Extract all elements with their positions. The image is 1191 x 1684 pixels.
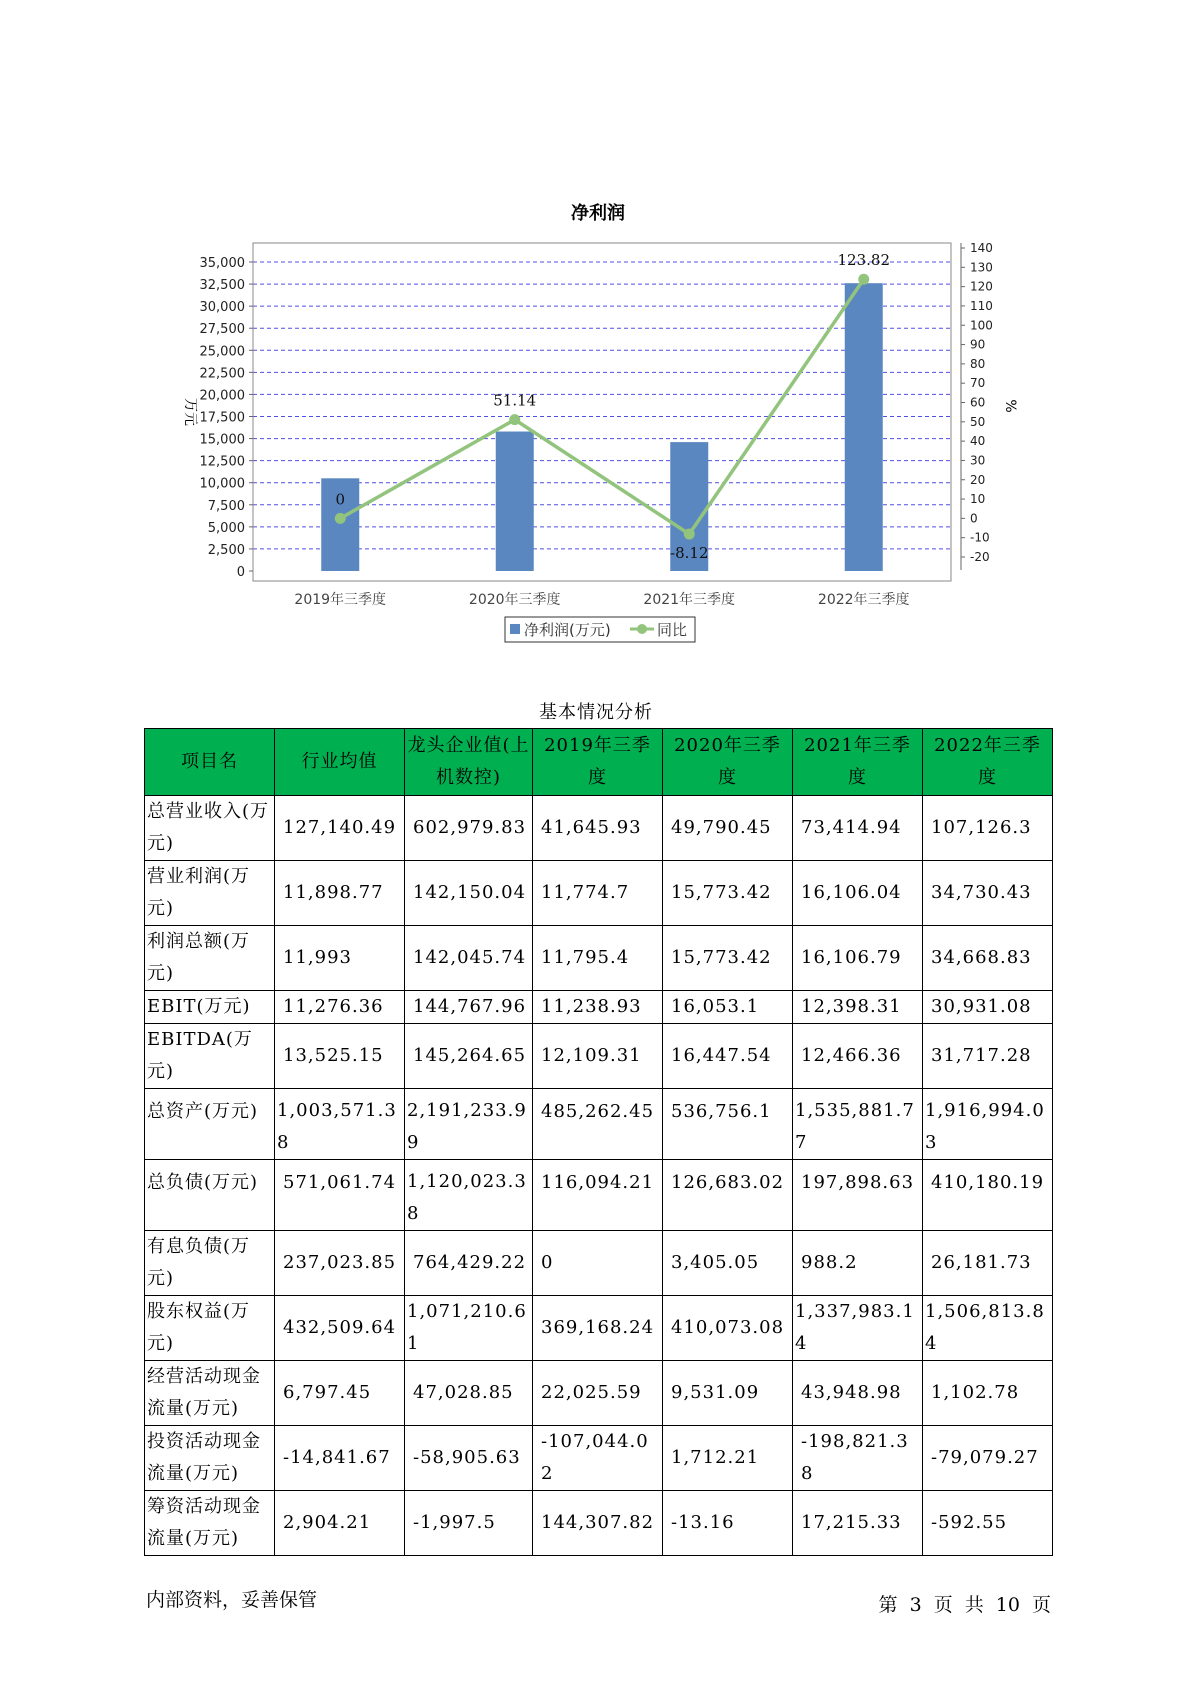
table-cell: 145,264.65: [405, 1024, 533, 1089]
header-cell: 2022年三季度: [923, 729, 1053, 796]
yoy-line: [340, 279, 864, 534]
row-label: 营业利润(万元): [145, 861, 275, 926]
table-cell: 11,238.93: [533, 991, 663, 1024]
table-cell: 34,730.43: [923, 861, 1053, 926]
y-tick-label: 30,000: [199, 300, 245, 316]
chart-svg: [0, 0, 1191, 660]
table-row: [145, 991, 1053, 1024]
y2-tick-label: 80: [970, 356, 986, 371]
table-cell: 26,181.73: [923, 1231, 1053, 1296]
x-tick-label: 2021年三季度: [643, 592, 736, 608]
y2-tick-label: 120: [970, 279, 993, 294]
table-cell: 116,094.21: [533, 1160, 663, 1231]
table-cell: 16,447.54: [663, 1024, 793, 1089]
table-row: [145, 1361, 1053, 1426]
y-tick-label: 7,500: [207, 498, 245, 514]
table-cell: 9,531.09: [663, 1361, 793, 1426]
row-label: 股东权益(万元): [145, 1296, 275, 1361]
yoy-point: [335, 513, 346, 524]
table-cell: 41,645.93: [533, 796, 663, 861]
y-tick-label: 17,500: [199, 410, 245, 426]
bar: [496, 432, 534, 571]
table-cell: 11,993: [275, 926, 405, 991]
table-title: 基本情况分析: [539, 702, 653, 723]
table-cell: 73,414.94: [793, 796, 923, 861]
table-cell: 988.2: [793, 1231, 923, 1296]
row-label: EBIT(万元): [145, 991, 275, 1024]
table-header-row: [145, 729, 1053, 796]
table-cell: 47,028.85: [405, 1361, 533, 1426]
y2-tick-label: 60: [970, 395, 986, 410]
y2-tick-label: 0: [970, 511, 978, 526]
table-row: [145, 1491, 1053, 1556]
table-cell: 12,398.31: [793, 991, 923, 1024]
table-cell: 1,120,023.38: [405, 1160, 533, 1231]
x-tick-label: 2019年三季度: [294, 592, 387, 608]
table-cell: 16,053.1: [663, 991, 793, 1024]
header-cell: 2021年三季度: [793, 729, 923, 796]
y-tick-label: 20,000: [199, 388, 245, 404]
y2-axis-label: %: [1002, 399, 1018, 413]
data-label: -8.12: [670, 544, 709, 563]
table-cell: 1,102.78: [923, 1361, 1053, 1426]
table-cell: -198,821.38: [793, 1426, 923, 1491]
row-label: 总营业收入(万元): [145, 796, 275, 861]
basic-analysis-table: [144, 728, 1053, 1556]
table-cell: 107,126.3: [923, 796, 1053, 861]
table-cell: 11,276.36: [275, 991, 405, 1024]
legend-label-line: 同比: [657, 621, 688, 639]
row-label: 总资产(万元): [145, 1089, 275, 1160]
table-cell: 2,904.21: [275, 1491, 405, 1556]
table-cell: 22,025.59: [533, 1361, 663, 1426]
y2-tick-label: 10: [970, 492, 986, 507]
y-tick-label: 5,000: [207, 520, 245, 536]
y-tick-label: 15,000: [199, 432, 245, 448]
row-label: 利润总额(万元): [145, 926, 275, 991]
net-profit-chart: [0, 0, 1191, 660]
y-tick-label: 27,500: [199, 322, 245, 338]
table-cell: 432,509.64: [275, 1296, 405, 1361]
table-cell: 410,073.08: [663, 1296, 793, 1361]
table-cell: 144,307.82: [533, 1491, 663, 1556]
table-row: [145, 861, 1053, 926]
table-cell: 16,106.04: [793, 861, 923, 926]
chart-title: 净利润: [571, 203, 625, 224]
y2-tick-label: 40: [970, 434, 986, 449]
table-cell: 3,405.05: [663, 1231, 793, 1296]
y2-tick-label: 130: [970, 260, 993, 275]
y-tick-label: 0: [236, 565, 245, 580]
table-cell: 142,150.04: [405, 861, 533, 926]
table-row: [145, 1160, 1053, 1231]
x-tick-label: 2022年三季度: [817, 592, 910, 608]
y-tick-label: 32,500: [199, 278, 245, 294]
header-cell: 2019年三季度: [533, 729, 663, 796]
table-cell: 0: [533, 1231, 663, 1296]
table-cell: 144,767.96: [405, 991, 533, 1024]
y-tick-label: 10,000: [199, 476, 245, 492]
y2-tick-label: 70: [970, 376, 986, 391]
row-label: 筹资活动现金流量(万元): [145, 1491, 275, 1556]
row-label: 总负债(万元): [145, 1160, 275, 1231]
legend-label-bar: 净利润(万元): [524, 621, 611, 639]
table-cell: 602,979.83: [405, 796, 533, 861]
table-cell: 11,774.7: [533, 861, 663, 926]
row-label: 经营活动现金流量(万元): [145, 1361, 275, 1426]
table-row: [145, 1296, 1053, 1361]
row-label: 投资活动现金流量(万元): [145, 1426, 275, 1491]
table-cell: 197,898.63: [793, 1160, 923, 1231]
footer-page-number: 第 3 页 共 10 页: [878, 1594, 1051, 1616]
yoy-point: [684, 529, 695, 540]
y-tick-label: 2,500: [207, 542, 245, 558]
legend-bar-swatch: [510, 624, 520, 634]
yoy-point: [509, 414, 520, 425]
footer-confidential-note: 内部资料，妥善保管: [146, 1589, 318, 1611]
table-row: [145, 926, 1053, 991]
table-cell: -13.16: [663, 1491, 793, 1556]
y2-tick-label: 90: [970, 337, 986, 352]
table-cell: 13,525.15: [275, 1024, 405, 1089]
table-cell: 11,898.77: [275, 861, 405, 926]
table-row: [145, 796, 1053, 861]
table-cell: 571,061.74: [275, 1160, 405, 1231]
table-cell: 2,191,233.99: [405, 1089, 533, 1160]
table-cell: 764,429.22: [405, 1231, 533, 1296]
table-cell: -592.55: [923, 1491, 1053, 1556]
table-cell: 536,756.1: [663, 1089, 793, 1160]
table-cell: 15,773.42: [663, 926, 793, 991]
table-cell: -58,905.63: [405, 1426, 533, 1491]
table-cell: 16,106.79: [793, 926, 923, 991]
table-cell: 1,712.21: [663, 1426, 793, 1491]
table-row: [145, 1231, 1053, 1296]
header-cell: 2020年三季度: [663, 729, 793, 796]
y2-tick-label: -10: [970, 530, 990, 545]
y-tick-label: 22,500: [199, 366, 245, 382]
y2-tick-label: 140: [970, 241, 993, 255]
legend-line-marker: [637, 624, 647, 634]
table-cell: 1,535,881.77: [793, 1089, 923, 1160]
y2-tick-label: 20: [970, 472, 986, 487]
header-cell: 项目名: [145, 729, 275, 796]
table-cell: 15,773.42: [663, 861, 793, 926]
table-cell: 237,023.85: [275, 1231, 405, 1296]
y2-tick-label: 50: [970, 414, 986, 429]
table-cell: 12,109.31: [533, 1024, 663, 1089]
row-label: 有息负债(万元): [145, 1231, 275, 1296]
y2-tick-label: 30: [970, 453, 986, 468]
y-axis-label: 万元: [182, 398, 198, 426]
table-cell: 34,668.83: [923, 926, 1053, 991]
y2-tick-label: 110: [970, 298, 993, 313]
table-cell: 1,506,813.84: [923, 1296, 1053, 1361]
table-cell: 369,168.24: [533, 1296, 663, 1361]
y-tick-label: 35,000: [199, 256, 245, 271]
table-cell: 410,180.19: [923, 1160, 1053, 1231]
table-cell: 1,003,571.38: [275, 1089, 405, 1160]
table-row: [145, 1024, 1053, 1089]
table-cell: 1,337,983.14: [793, 1296, 923, 1361]
table-cell: -107,044.02: [533, 1426, 663, 1491]
table-cell: 485,262.45: [533, 1089, 663, 1160]
table-cell: 6,797.45: [275, 1361, 405, 1426]
data-label: 123.82: [837, 251, 890, 270]
y-tick-label: 25,000: [199, 344, 245, 360]
table-cell: 127,140.49: [275, 796, 405, 861]
table-cell: -79,079.27: [923, 1426, 1053, 1491]
table-row: [145, 1426, 1053, 1491]
table-cell: -1,997.5: [405, 1491, 533, 1556]
row-label: EBITDA(万元): [145, 1024, 275, 1089]
table-cell: 11,795.4: [533, 926, 663, 991]
table-cell: 142,045.74: [405, 926, 533, 991]
header-cell: 行业均值: [275, 729, 405, 796]
x-tick-label: 2020年三季度: [468, 592, 561, 608]
table-cell: 31,717.28: [923, 1024, 1053, 1089]
header-cell: 龙头企业值(上机数控): [405, 729, 533, 796]
y-tick-label: 12,500: [199, 454, 245, 470]
table-cell: 49,790.45: [663, 796, 793, 861]
y2-tick-label: 100: [970, 318, 993, 333]
table-cell: 43,948.98: [793, 1361, 923, 1426]
yoy-point: [858, 274, 869, 285]
table-cell: -14,841.67: [275, 1426, 405, 1491]
table-cell: 126,683.02: [663, 1160, 793, 1231]
table-cell: 1,916,994.03: [923, 1089, 1053, 1160]
data-label: 51.14: [493, 391, 537, 410]
table-row: [145, 1089, 1053, 1160]
chart-legend: [505, 617, 695, 642]
data-label: 0: [335, 490, 346, 509]
table-cell: 17,215.33: [793, 1491, 923, 1556]
bar: [845, 283, 883, 571]
y2-tick-label: -20: [970, 550, 990, 564]
table-cell: 1,071,210.61: [405, 1296, 533, 1361]
table-cell: 30,931.08: [923, 991, 1053, 1024]
table-cell: 12,466.36: [793, 1024, 923, 1089]
